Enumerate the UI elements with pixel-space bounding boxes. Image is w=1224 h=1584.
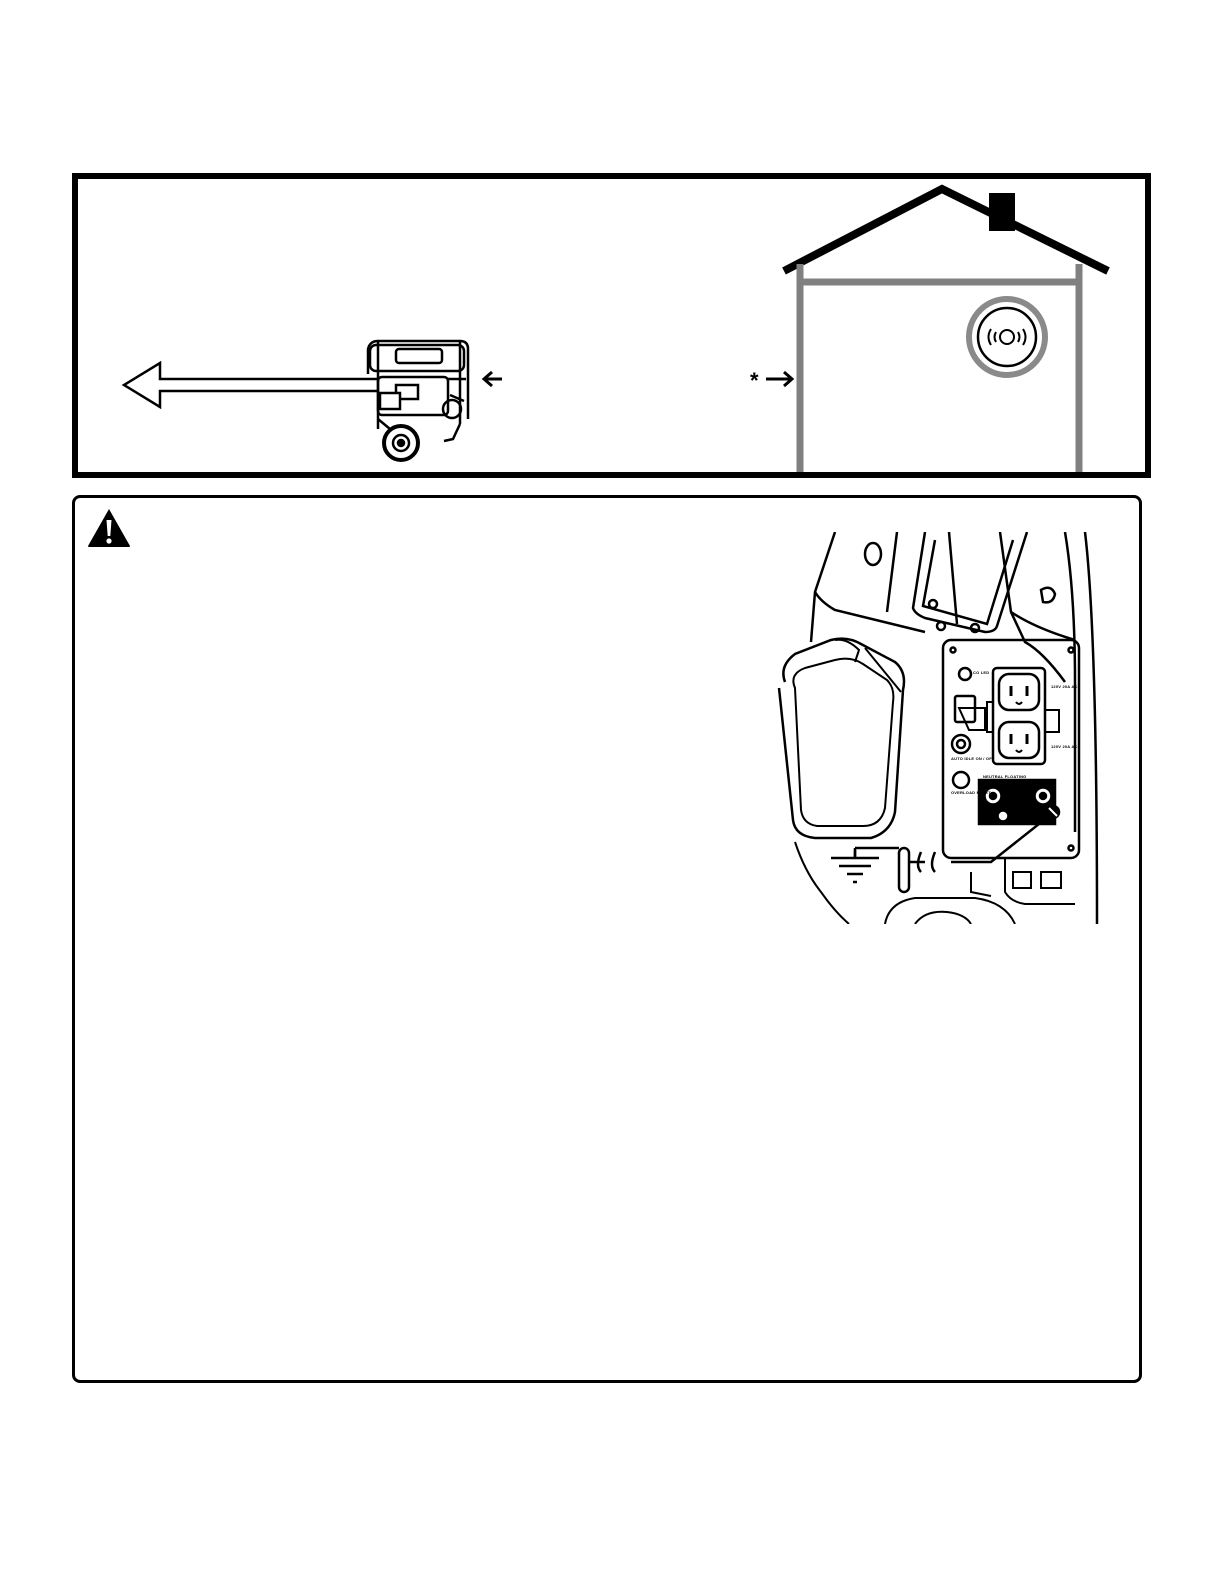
placement-diagram xyxy=(78,179,1145,472)
placement-diagram-panel xyxy=(72,173,1151,478)
warning-panel xyxy=(72,495,1142,1383)
generator-illustration xyxy=(368,341,468,460)
auto-idle-label: AUTO IDLE ON / OFF xyxy=(951,756,995,761)
asterisk-marker: * xyxy=(750,368,759,393)
exhaust-direction-arrow xyxy=(124,363,378,407)
house-illustration xyxy=(784,189,1108,472)
overload-reset-label: OVERLOAD RESET xyxy=(951,790,991,795)
distance-arrow-left xyxy=(484,372,502,386)
outlet-rating-bottom: 120V 20A AC xyxy=(1051,744,1078,749)
outlet-rating-top: 120V 20A AC xyxy=(1051,684,1078,689)
control-panel-illustration xyxy=(775,532,1105,924)
warning-triangle-icon xyxy=(87,508,131,548)
distance-arrow-right xyxy=(766,372,792,386)
co-alarm-icon xyxy=(969,299,1045,375)
co-led-label: CO LED xyxy=(973,670,990,675)
neutral-floating-label: NEUTRAL FLOATING xyxy=(983,774,1027,779)
roof xyxy=(784,189,1108,271)
